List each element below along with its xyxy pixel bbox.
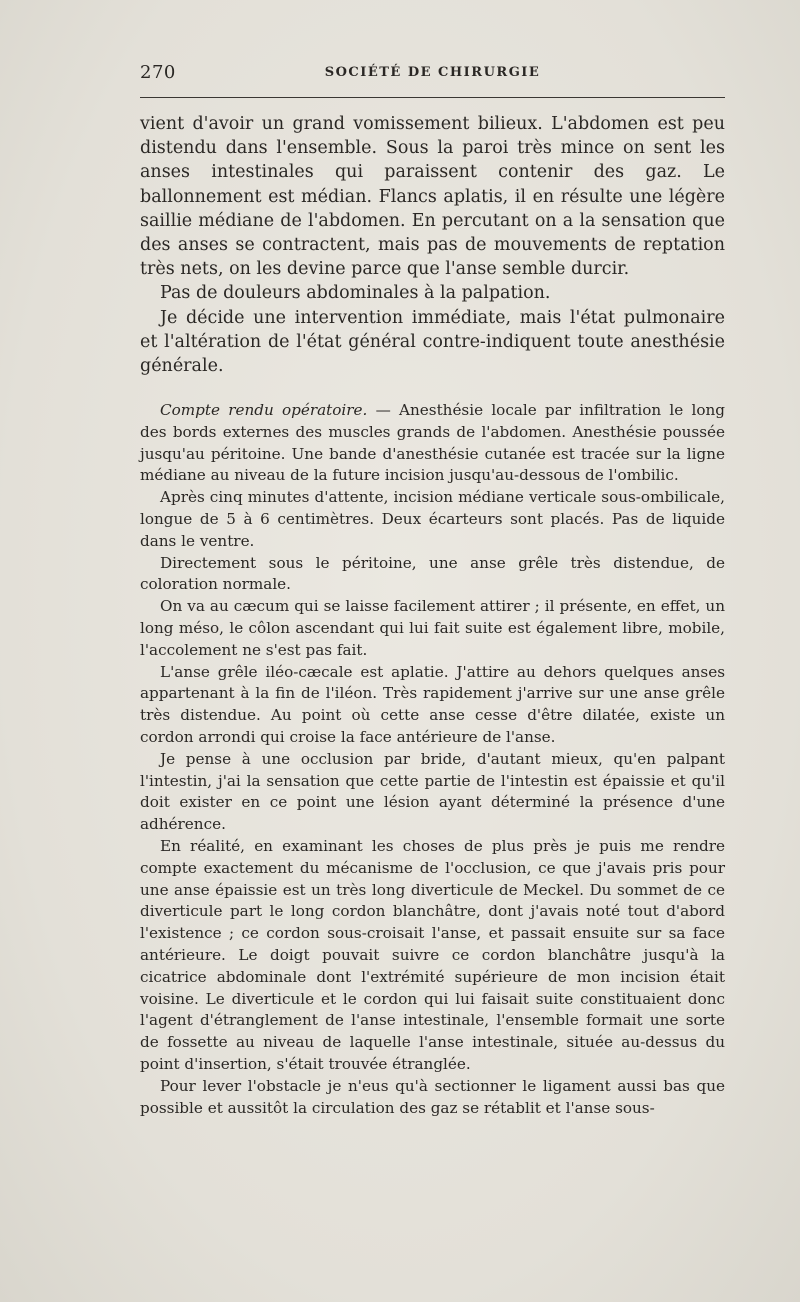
- paragraph: Je pense à une occlusion par bride, d'autant mieux, qu'en palpant l'intestin, j'ai la sensation que cette partie de l'intestin est épaissie et qu'il doit exister en ce point une lésion ayant déterminé la présence d'une adhérence.: [140, 749, 725, 834]
- header-rule: [140, 97, 725, 98]
- body-text-large: [140, 112, 725, 378]
- page-number: 270: [140, 62, 176, 83]
- paragraph: Après cinq minutes d'attente, incision médiane verticale sous-ombilicale, longue de 5 à 6 centimètres. Deux écarteurs sont placés. Pas de liquide dans le ventre.: [140, 488, 725, 550]
- body-text-small: [140, 400, 725, 1119]
- paragraph: Directement sous le péritoine, une anse grêle très distendue, de coloration normale.: [140, 553, 725, 594]
- paragraph: vient d'avoir un grand vomissement bilieux. L'abdomen est peu distendu dans l'ensemble. Sous la paroi très mince on sent les anses intestinales qui paraissent contenir des gaz. Le ballonnement est médian. Flancs aplatis, il en résulte une légère saillie médiane de l'abdomen. En percutant on a la sensation que des anses se contractent, mais pas de mouvements de reptation très nets, on les devine parce que l'anse semble durcir.: [140, 114, 725, 280]
- page-header: [140, 60, 725, 88]
- paragraph: L'anse grêle iléo-cæcale est aplatie. J'attire au dehors quelques anses appartenant à la fin de l'iléon. Très rapidement j'arrive sur une anse grêle très distendue. Au point où cette anse cesse d'être dilatée, existe un cordon arrondi qui croise la face antérieure de l'anse.: [140, 662, 725, 746]
- operative-report-paragraph: [140, 400, 725, 487]
- running-title: SOCIÉTÉ DE CHIRURGIE: [324, 65, 541, 80]
- paragraph: Je décide une intervention immédiate, mais l'état pulmonaire et l'altération de l'état général contre-indiquent toute anesthésie générale.: [140, 307, 725, 377]
- section-heading: Compte rendu opératoire.: [160, 401, 368, 419]
- paragraph: On va au cæcum qui se laisse facilement attirer ; il présente, en effet, un long méso, le côlon ascendant qui lui fait suite est également libre, mobile, l'accolement ne s'est pas fait.: [140, 597, 725, 659]
- paragraph: En réalité, en examinant les choses de plus près je puis me rendre compte exactement du mécanisme de l'occlusion, ce que j'avais pris pour une anse épaissie est un très long diverticule de Meckel. Du sommet de ce diverticule part le long cordon blanchâtre, dont j'avais noté tout d'abord l'existence ; ce cordon sous-croisait l'anse, et passait ensuite sur sa face antérieure. Le doigt pouvait suivre ce cordon blanchâtre jusqu'à la cicatrice abdominale dont l'extrémité supérieure de mon incision était voisine. Le diverticule et le cordon qui lui faisait suite constituaient donc l'agent d'étranglement de l'anse intestinale, l'ensemble formait une sorte de fossette au niveau de laquelle l'anse intestinale, située au-dessus du point d'insertion, s'était trouvée étranglée.: [140, 836, 725, 1073]
- heading-continuation: — Anesthésie locale par infiltration le long des bords externes des muscles grands de l'abdomen. Anesthésie poussée jusqu'au péritoine. Une bande d'anesthésie cutanée est tracée sur la ligne médiane au niveau de la future incision jusqu'au-dessous de l'ombilic.: [140, 401, 726, 485]
- paragraph: Pas de douleurs abdominales à la palpation.: [160, 283, 551, 304]
- paragraph: Pour lever l'obstacle je n'eus qu'à sectionner le ligament aussi bas que possible et aussitôt la circulation des gaz se rétablit et l'anse sous-: [140, 1076, 725, 1117]
